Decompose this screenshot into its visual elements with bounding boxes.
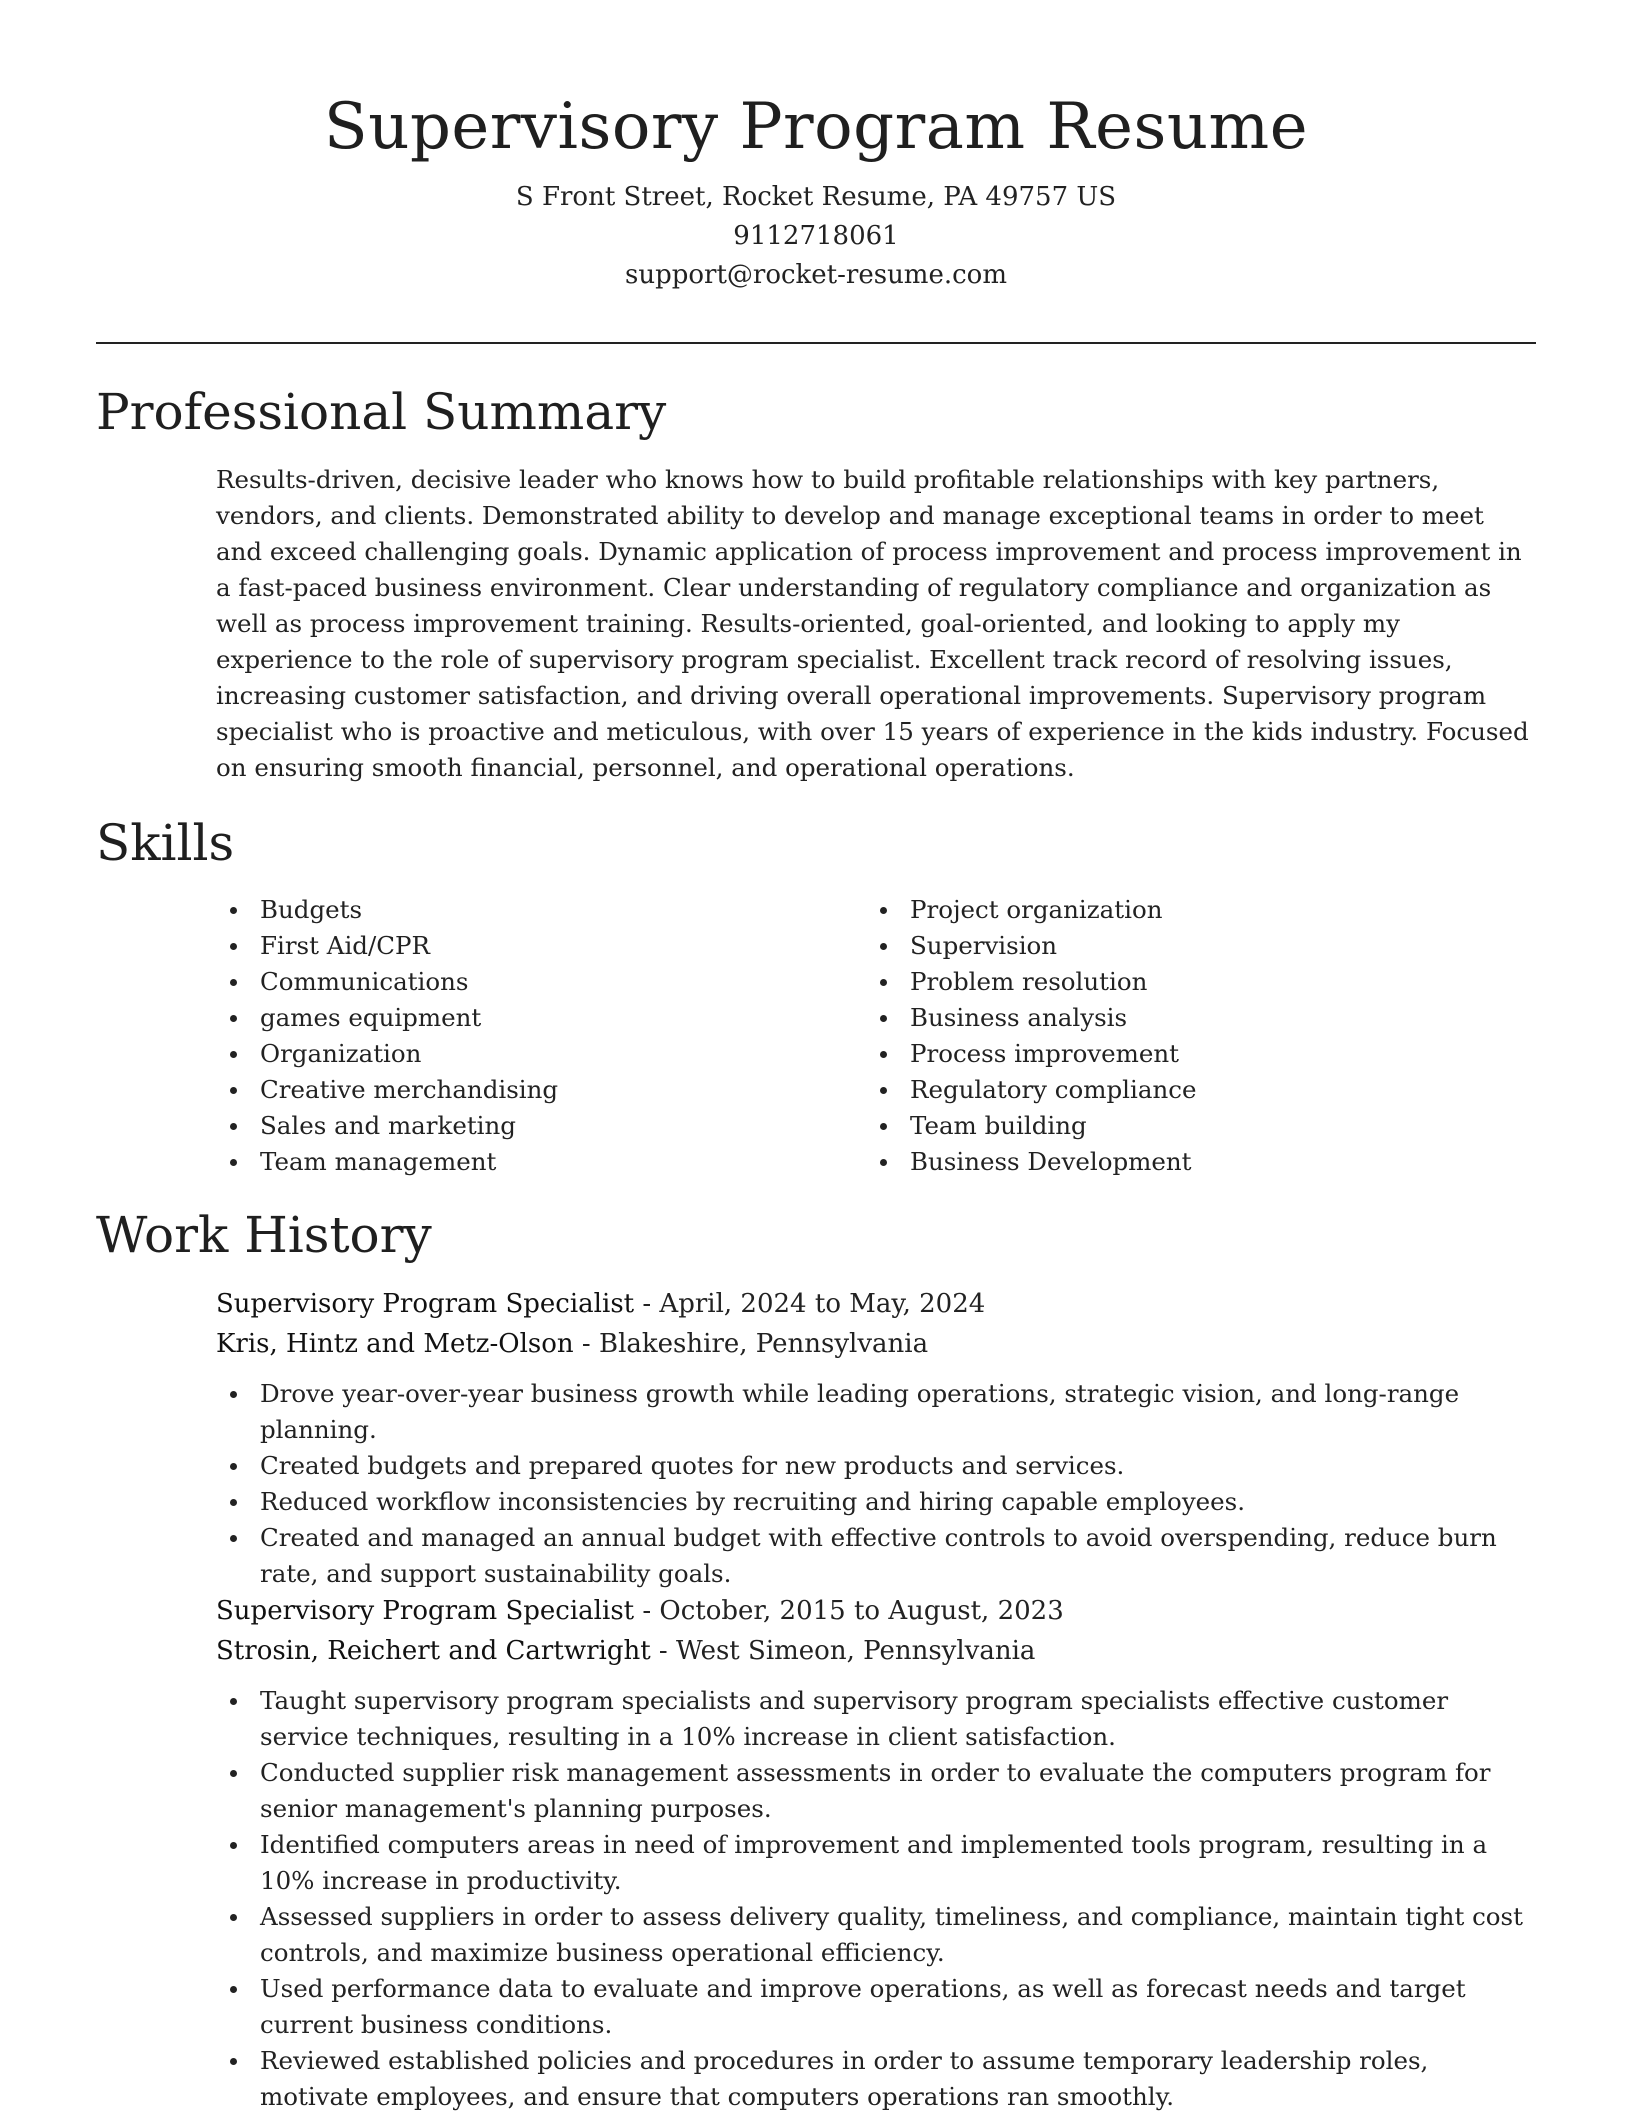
skill-item: Sales and marketing (216, 1108, 866, 1144)
skill-item: Creative merchandising (216, 1072, 866, 1108)
skill-item: Supervision (866, 928, 1516, 964)
job-bullet: Identified computers areas in need of improvement and implemented tools program, resulting in a 10% increase in productivity. (216, 1827, 1536, 1899)
skill-item: Team building (866, 1108, 1516, 1144)
job-bullet: Drove year-over-year business growth while leading operations, strategic vision, and long-range planning. (216, 1376, 1536, 1448)
skill-item: Communications (216, 964, 866, 1000)
job-dates: - April, 2024 to May, 2024 (634, 1289, 986, 1319)
job-bullet: Conducted supplier risk management assessments in order to evaluate the computers program for senior management's planning purposes. (216, 1755, 1536, 1827)
job-bullet: Reduced workflow inconsistencies by recruiting and hiring capable employees. (216, 1484, 1536, 1520)
job-company-line (216, 1324, 1536, 1364)
skill-item: Budgets (216, 892, 866, 928)
job-bullet: Taught supervisory program specialists and supervisory program specialists effective customer service techniques, resulting in a 10% increase in client satisfaction. (216, 1683, 1536, 1755)
skill-item: Organization (216, 1036, 866, 1072)
skill-item: Problem resolution (866, 964, 1516, 1000)
job-company: Strosin, Reichert and Cartwright (216, 1636, 651, 1666)
job-title: Supervisory Program Specialist (216, 1596, 635, 1626)
contact-address: S Front Street, Rocket Resume, PA 49757 US (515, 182, 1117, 212)
skill-item: Process improvement (866, 1036, 1516, 1072)
skill-item: Project organization (866, 892, 1516, 928)
job-title-line (216, 1284, 1536, 1324)
skill-item: Business Development (866, 1144, 1516, 1180)
section-heading-work-history: Work History (96, 1206, 432, 1264)
job-dates: - October, 2015 to August, 2023 (634, 1596, 1064, 1626)
job-bullet: Used performance data to evaluate and improve operations, as well as forecast needs and target current business conditions. (216, 1971, 1536, 2043)
skill-item: games equipment (216, 1000, 866, 1036)
job-entry (216, 1284, 1536, 1592)
job-bullet: Created and managed an annual budget with effective controls to avoid overspending, reduce burn rate, and support sustainability goals. (216, 1520, 1536, 1592)
skill-item: Team management (216, 1144, 866, 1180)
skills-column-right (866, 892, 1516, 1180)
skill-item: First Aid/CPR (216, 928, 866, 964)
job-bullets (216, 1683, 1536, 2115)
contact-phone: 9112718061 (733, 221, 899, 251)
job-title: Supervisory Program Specialist (216, 1289, 635, 1319)
skill-item: Business analysis (866, 1000, 1516, 1036)
job-bullet: Assessed suppliers in order to assess delivery quality, timeliness, and compliance, maintain tight cost controls, and maximize business operational efficiency. (216, 1899, 1536, 1971)
job-bullets (216, 1376, 1536, 1592)
resume-header (96, 82, 1536, 295)
section-heading-skills: Skills (96, 814, 235, 872)
job-entry (216, 1591, 1536, 2115)
skills-list (216, 892, 1536, 1180)
job-location: - West Simeon, Pennsylvania (650, 1636, 1036, 1666)
summary-text: Results-driven, decisive leader who knows how to build profitable relationships with key partners, vendors, and clients. Demonstrated ability to develop and manage exceptional teams in order to meet and exceed challenging goals. Dynamic application of process improvement and process improvement in a fast-paced business environment. Clear understanding of regulatory compliance and organization as well as process improvement training. Results-oriented, goal-oriented, and looking to apply my experience to the role of supervisory program specialist. Excellent track record of resolving issues, increasing customer satisfaction, and driving overall operational improvements. Supervisory program specialist who is proactive and meticulous, with over 15 years of experience in the kids industry. Focused on ensuring smooth financial, personnel, and operational operations. (216, 465, 1529, 782)
job-company: Kris, Hintz and Metz-Olson (216, 1329, 574, 1359)
skill-item: Regulatory compliance (866, 1072, 1516, 1108)
section-heading-summary: Professional Summary (96, 383, 667, 441)
contact-email: support@rocket-resume.com (624, 260, 1007, 290)
job-title-line (216, 1591, 1536, 1631)
resume-title: Supervisory Program Resume (323, 90, 1309, 164)
job-bullet: Created budgets and prepared quotes for new products and services. (216, 1448, 1536, 1484)
contact-info (96, 178, 1536, 295)
job-company-line (216, 1631, 1536, 1671)
job-location: - Blakeshire, Pennsylvania (573, 1329, 929, 1359)
header-divider (96, 342, 1536, 344)
skills-column-left (216, 892, 866, 1180)
job-bullet: Reviewed established policies and procedures in order to assume temporary leadership roles, motivate employees, and ensure that computers operations ran smoothly. (216, 2043, 1536, 2115)
